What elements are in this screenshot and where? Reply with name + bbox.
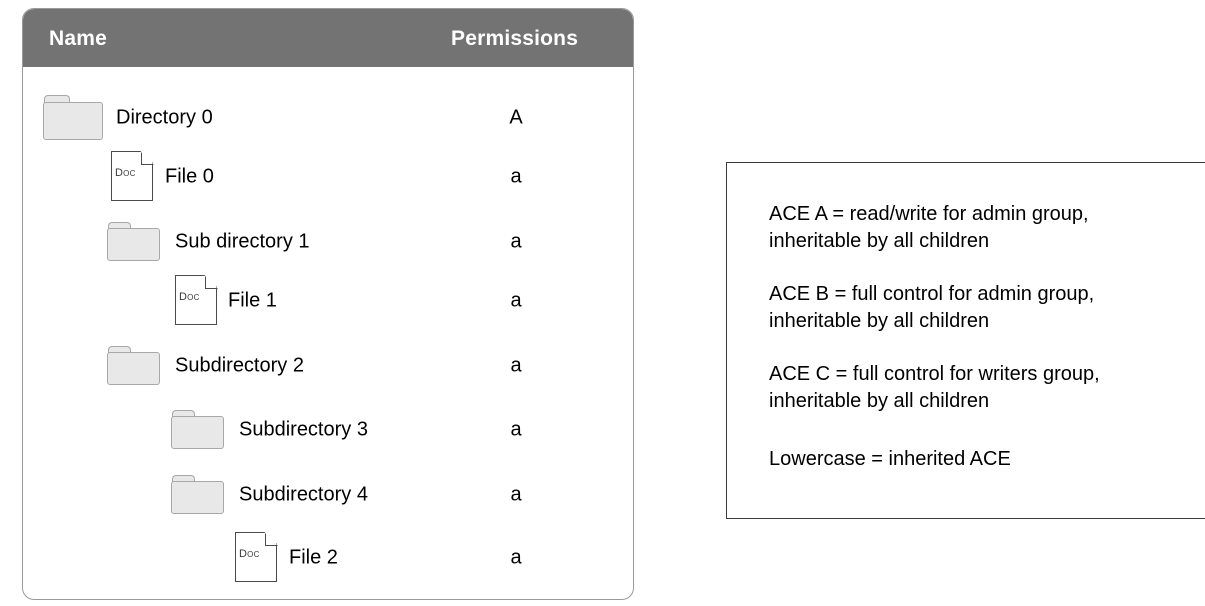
folder-icon (43, 95, 105, 141)
legend-entry-ace-a: ACE A = read/write for admin group, inheritable by all children (769, 203, 1089, 252)
document-icon (175, 275, 219, 327)
tree-item-label: File 0 (165, 165, 214, 188)
file-tree-panel (22, 8, 634, 600)
table-row[interactable] (23, 156, 633, 198)
document-icon (111, 151, 155, 203)
folder-icon (107, 222, 161, 262)
table-row[interactable] (23, 474, 633, 516)
tree-item-label: Sub directory 1 (175, 230, 310, 253)
tree-item-label: File 1 (228, 289, 277, 312)
legend-entry-ace-b: ACE B = full control for admin group, inheritable by all children (769, 283, 1095, 332)
folder-icon (107, 346, 161, 386)
permission-value: a (510, 230, 522, 253)
tree-item-label: Subdirectory 4 (239, 483, 368, 506)
table-row[interactable] (23, 221, 633, 263)
legend-entry-ace-c: ACE C = full control for writers group, inheritable by all children (769, 363, 1100, 412)
permission-value: A (509, 106, 523, 129)
tree-item-label: Subdirectory 3 (239, 418, 368, 441)
document-icon-label: Doc (239, 548, 260, 560)
document-icon (235, 532, 279, 584)
permission-value: a (510, 289, 522, 312)
permission-value: a (510, 546, 522, 569)
tree-item-label: Subdirectory 2 (175, 354, 304, 377)
tree-header (23, 9, 633, 67)
column-header-permissions: Permissions (451, 27, 579, 50)
column-header-name: Name (49, 27, 107, 50)
permission-value: a (510, 483, 522, 506)
folder-icon (171, 410, 225, 450)
table-row[interactable] (23, 97, 633, 139)
tree-item-label: File 2 (289, 546, 338, 569)
table-row[interactable] (23, 345, 633, 387)
folder-icon (171, 475, 225, 515)
table-row[interactable] (23, 537, 633, 579)
tree-item-label: Directory 0 (116, 106, 213, 129)
permission-value: a (510, 418, 522, 441)
document-icon-label: Doc (115, 167, 136, 179)
permission-value: a (510, 165, 522, 188)
table-row[interactable] (23, 409, 633, 451)
permission-value: a (510, 354, 522, 377)
legend-entry-lowercase: Lowercase = inherited ACE (769, 448, 1011, 470)
legend-panel (726, 162, 1205, 519)
table-row[interactable] (23, 280, 633, 322)
document-icon-label: Doc (179, 291, 200, 303)
